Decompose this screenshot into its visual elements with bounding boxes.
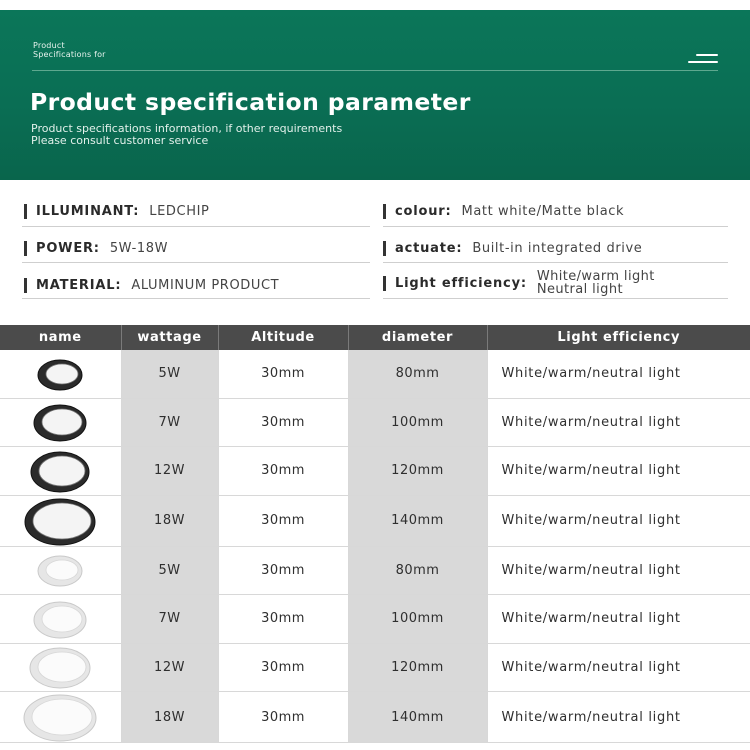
spec-light-efficiency [383,270,655,296]
spec-value [537,270,655,296]
product-image-cell [0,350,121,398]
table-row [0,398,750,447]
spec-value: 5W-18W [109,240,169,256]
spec-label: actuate: [395,240,463,256]
altitude-cell: 30mm [218,595,348,644]
spec-material [24,272,279,298]
black-downlight-icon [23,496,97,546]
spec-divider [383,298,728,299]
menu-icon-line [688,61,718,63]
spec-marker [383,276,386,291]
small-title [33,41,106,59]
light-efficiency-cell: White/warm/neutral light [487,398,750,447]
diameter-cell: 120mm [348,447,487,496]
spec-label: POWER: [36,240,100,256]
altitude-cell: 30mm [218,546,348,595]
spec-label: MATERIAL: [36,277,122,293]
black-downlight-icon [29,449,91,493]
table-row [0,350,750,398]
spec-value-line: Neutral light [536,282,623,297]
spec-divider [22,262,370,263]
wattage-cell: 7W [121,398,218,447]
white-downlight-icon [28,645,92,689]
menu-icon-line [696,54,718,56]
altitude-cell: 30mm [218,398,348,447]
light-efficiency-cell: White/warm/neutral light [487,350,750,398]
small-title-line2: Specifications for [33,50,106,59]
altitude-cell: 30mm [218,447,348,496]
wattage-cell: 18W [121,692,218,743]
spec-colour [383,198,624,224]
spec-value: Matt white/Matte black [461,203,625,219]
black-downlight-icon [36,357,84,391]
black-downlight-icon [32,402,88,442]
spec-marker [383,241,386,256]
page-title: Product specification parameter [30,88,471,116]
header-divider [32,70,718,71]
spec-divider [22,298,370,299]
light-efficiency-cell: White/warm/neutral light [487,447,750,496]
light-efficiency-cell: White/warm/neutral light [487,595,750,644]
column-header-altitude: Altitude [218,325,348,350]
product-table [0,325,750,743]
spec-illuminant [24,198,209,224]
column-header-light-efficiency: Light efficiency [487,325,750,350]
product-image-cell [0,447,121,496]
diameter-cell: 120mm [348,643,487,692]
spec-marker [24,278,27,293]
spec-actuate [383,235,642,261]
table-row [0,495,750,546]
wattage-cell: 18W [121,495,218,546]
diameter-cell: 140mm [348,495,487,546]
table-row [0,643,750,692]
table-row [0,595,750,644]
altitude-cell: 30mm [218,692,348,743]
spec-divider [383,226,728,227]
spec-marker [383,204,386,219]
spec-divider [383,262,728,263]
product-image-cell [0,546,121,595]
table-row [0,692,750,743]
light-efficiency-cell: White/warm/neutral light [487,546,750,595]
column-header-diameter: diameter [348,325,487,350]
wattage-cell: 5W [121,350,218,398]
spec-summary [0,190,750,305]
spec-label: ILLUMINANT: [36,203,140,219]
product-image-cell [0,495,121,546]
table-row [0,447,750,496]
product-image-cell [0,398,121,447]
column-header-name: name [0,325,121,350]
menu-icon[interactable] [686,54,718,66]
spec-divider [22,226,370,227]
spec-marker [24,204,27,219]
page-subtitle [31,123,342,147]
spec-power [24,235,168,261]
light-efficiency-cell: White/warm/neutral light [487,643,750,692]
spec-value: LEDCHIP [149,203,210,219]
diameter-cell: 100mm [348,595,487,644]
product-image-cell [0,595,121,644]
wattage-cell: 5W [121,546,218,595]
header-banner [0,10,750,180]
table-header-row [0,325,750,350]
diameter-cell: 100mm [348,398,487,447]
wattage-cell: 12W [121,643,218,692]
table-body [0,350,750,743]
product-image-cell [0,692,121,743]
altitude-cell: 30mm [218,495,348,546]
column-header-wattage: wattage [121,325,218,350]
diameter-cell: 80mm [348,546,487,595]
light-efficiency-cell: White/warm/neutral light [487,495,750,546]
wattage-cell: 7W [121,595,218,644]
spec-value: ALUMINUM PRODUCT [131,277,280,293]
subtitle-line1: Product specifications information, if other requirements [31,122,343,135]
table-row [0,546,750,595]
light-efficiency-cell: White/warm/neutral light [487,692,750,743]
spec-label: Light efficiency: [395,275,527,291]
small-title-line1: Product [33,41,65,50]
altitude-cell: 30mm [218,350,348,398]
diameter-cell: 140mm [348,692,487,743]
white-downlight-icon [32,599,88,639]
spec-value: Built-in integrated drive [472,240,643,256]
product-image-cell [0,643,121,692]
diameter-cell: 80mm [348,350,487,398]
white-downlight-icon [22,692,98,742]
spec-marker [24,241,27,256]
white-downlight-icon [36,553,84,587]
spec-value-line: White/warm light [536,269,655,284]
wattage-cell: 12W [121,447,218,496]
subtitle-line2: Please consult customer service [31,134,209,147]
altitude-cell: 30mm [218,643,348,692]
spec-label: colour: [395,203,452,219]
